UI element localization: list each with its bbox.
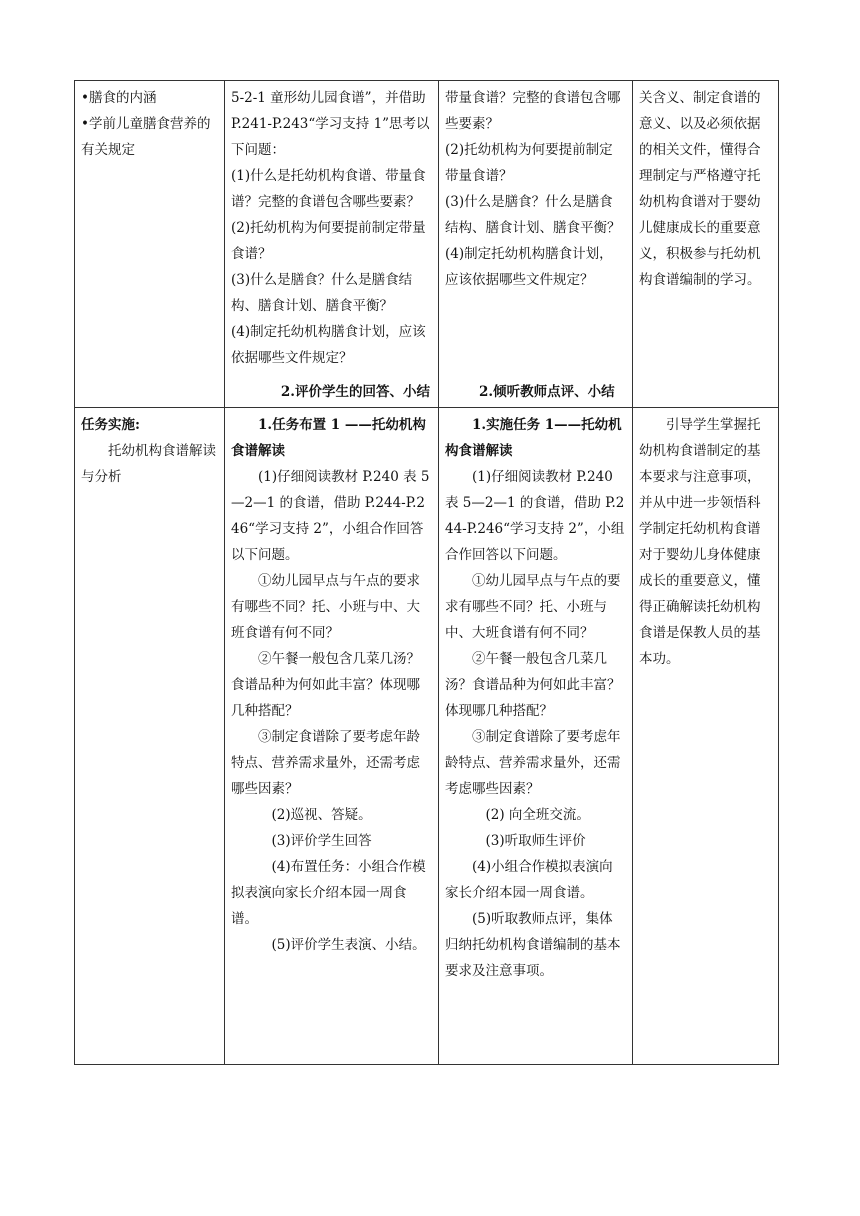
student-activity-cell (439, 81, 633, 408)
design-intent-cell (633, 81, 779, 408)
step-item: (2)巡视、答疑。 (271, 807, 372, 823)
step-heading: 2.倾听教师点评、小结 (479, 384, 615, 400)
paragraph: 带量食谱？完整的食谱包含哪些要素？ (445, 90, 621, 132)
question: (3)什么是膳食？什么是膳食结构、膳食计划、膳食平衡？ (445, 194, 621, 236)
paragraph: 引导学生掌握托幼机构食谱制定的基本要求与注意事项，并从中进一步领悟科学制定托幼机构食谱对于婴幼儿身体健康成长的重要意义，懂得正确解读托幼机构食谱是保教人员的基本功。 (639, 417, 761, 667)
question: ①幼儿园早点与午点的要求有哪些不同？托、小班与中、大班食谱有何不同？ (445, 573, 621, 641)
step-item: (2) 向全班交流。 (485, 807, 590, 823)
question: ③制定食谱除了要考虑年龄特点、营养需求量外，还需考虑哪些因素？ (445, 729, 621, 797)
bullet-item: •学前儿童膳食营养的有关规定 (81, 116, 211, 158)
paragraph: (1)仔细阅读教材 P.240 表 5—2—1 的食谱，借助 P.244-P.246“学习支持 2”，小组合作回答以下问题。 (445, 469, 625, 563)
step-item: (4)布置任务：小组合作模拟表演向家长介绍本园一周食谱。 (231, 859, 426, 927)
section-text: 托幼机构食谱解读与分析 (81, 443, 216, 485)
content-cell (75, 81, 225, 408)
question: (1)什么是托幼机构食谱、带量食谱？完整的食谱包含哪些要素？ (231, 168, 426, 210)
step-item: (3)评价学生回答 (271, 833, 372, 849)
question: (4)制定托幼机构膳食计划，应该依据哪些文件规定？ (445, 246, 613, 288)
teacher-activity-cell (225, 81, 439, 408)
table-row (75, 408, 779, 1065)
question: (3)什么是膳食？什么是膳食结构、膳食计划、膳食平衡？ (231, 272, 413, 314)
question: (4)制定托幼机构膳食计划，应该依据哪些文件规定？ (231, 324, 426, 366)
section-title: 任务实施: (81, 417, 140, 433)
question: ②午餐一般包含几菜几汤？食谱品种为何如此丰富？体现哪几种搭配？ (231, 651, 420, 719)
step-heading: 2.评价学生的回答、小结 (280, 384, 430, 400)
step-item: (3)听取师生评价 (485, 833, 586, 849)
lesson-plan-table (74, 80, 779, 1065)
step-item: (5)评价学生表演、小结。 (271, 937, 426, 953)
teacher-activity-cell (225, 408, 439, 1065)
paragraph: (1)仔细阅读教材 P.240 表 5—2—1 的食谱，借助 P.244-P.246“学习支持 2”，小组合作回答以下问题。 (231, 469, 430, 563)
student-activity-cell (439, 408, 633, 1065)
bullet-item: •膳食的内涵 (81, 90, 157, 106)
paragraph: 5-2-1 童形幼儿园食谱”，并借助 P.241-P.243“学习支持 1”思考以下问题： (231, 90, 430, 158)
step-heading: 1.任务布置 1 ——托幼机构食谱解读 (231, 417, 426, 459)
table-row (75, 81, 779, 408)
question: ①幼儿园早点与午点的要求有哪些不同？托、小班与中、大班食谱有何不同？ (231, 573, 420, 641)
step-heading: 1.实施任务 1——托幼机构食谱解读 (445, 417, 622, 459)
question: (2)托幼机构为何要提前制定带量食谱？ (231, 220, 426, 262)
step-item: (4)小组合作模拟表演向家长介绍本园一周食谱。 (445, 859, 613, 901)
design-intent-cell (633, 408, 779, 1065)
question: (2)托幼机构为何要提前制定带量食谱？ (445, 142, 613, 184)
question: ②午餐一般包含几菜几汤？食谱品种为何如此丰富？体现哪几种搭配？ (445, 651, 621, 719)
question: ③制定食谱除了要考虑年龄特点、营养需求量外，还需考虑哪些因素？ (231, 729, 420, 797)
paragraph: 关含义、制定食谱的意义、以及必须依据的相关文件，懂得合理制定与严格遵守托幼机构食谱对于婴幼儿健康成长的重要意义，积极参与托幼机构食谱编制的学习。 (639, 90, 761, 288)
content-cell (75, 408, 225, 1065)
step-item: (5)听取教师点评，集体归纳托幼机构食谱编制的基本要求及注意事项。 (445, 911, 621, 979)
